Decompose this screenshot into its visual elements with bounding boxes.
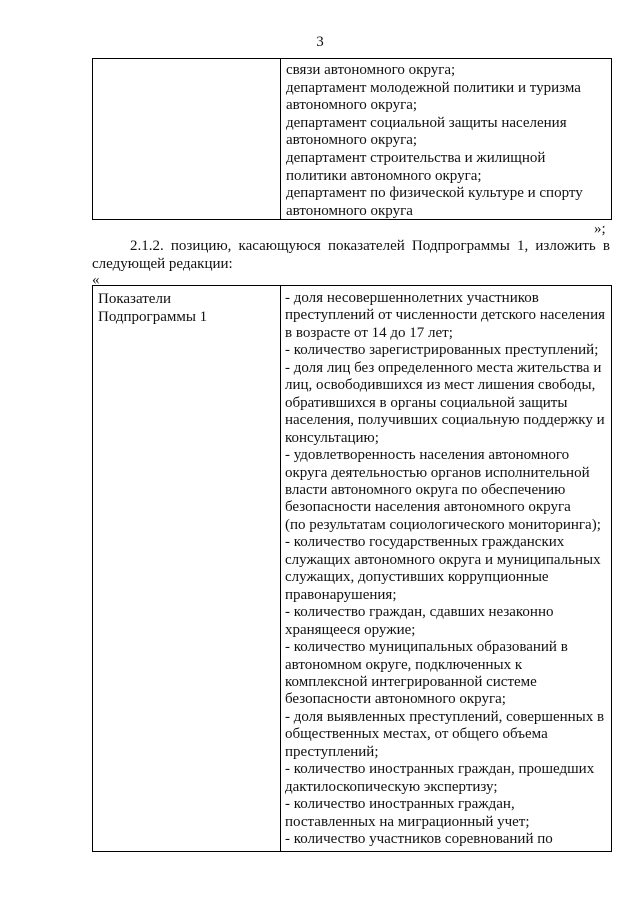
text-line: консультацию; <box>285 429 379 446</box>
amendment-paragraph <box>92 237 610 273</box>
text-line: преступлений от численности детского населения <box>285 307 605 324</box>
text-line: обратившихся в органы социальной защиты <box>285 394 568 411</box>
text-line: безопасности населения автономного округа <box>285 499 571 516</box>
text-line: департамент социальной защиты населения <box>286 114 567 131</box>
amendment-text: 2.1.2. позицию, касающуюся показателей Подпрограммы 1, изложить в следующей редакции: <box>92 238 610 272</box>
text-line: безопасности автономного округа; <box>285 691 506 708</box>
text-line: автономного округа <box>286 202 413 219</box>
text-line: автономного округа; <box>286 132 418 149</box>
indicators-heading-cell <box>98 290 273 326</box>
text-line: служащих автономного округа и муниципальных <box>285 551 601 568</box>
text-line: - количество иностранных граждан, прошедших <box>285 761 595 778</box>
text-line: автономном округе, подключенных к <box>285 656 523 673</box>
continuation-table <box>92 58 612 220</box>
column-divider <box>280 59 281 219</box>
text-line: - доля несовершеннолетних участников <box>285 290 539 306</box>
text-line: - количество государственных гражданских <box>285 534 565 551</box>
text-line: департамент молодежной политики и туризма <box>286 79 581 96</box>
closing-quote-mark: »; <box>594 221 606 237</box>
text-line: департамент по физической культуре и спорту <box>286 185 583 202</box>
text-line: департамент строительства и жилищной <box>286 149 546 166</box>
text-line: - доля лиц без определенного места жительства и <box>285 359 602 376</box>
text-line: правонарушения; <box>285 586 397 603</box>
text-line: - количество участников соревнований по <box>285 831 553 848</box>
text-line: - количество зарегистрированных преступлений; <box>285 342 599 359</box>
text-line: преступлений; <box>285 743 379 760</box>
text-line: - количество граждан, сдавших незаконно <box>285 604 554 621</box>
text-line: власти автономного округа по обеспечению <box>285 481 566 498</box>
text-line: (по результатам социологического мониторинга); <box>285 516 601 533</box>
executors-cell <box>286 62 606 220</box>
text-line: - доля выявленных преступлений, совершенных в <box>285 708 605 725</box>
text-line: - количество иностранных граждан, <box>285 796 515 813</box>
indicators-table <box>92 285 612 852</box>
page-number: 3 <box>316 34 324 50</box>
text-line: хранящееся оружие; <box>285 621 416 638</box>
text-line: служащих, допустивших коррупционные <box>285 569 549 586</box>
text-line: - количество муниципальных образований в <box>285 639 568 656</box>
text-line: Подпрограммы 1 <box>98 309 208 325</box>
text-line: общественных местах, от общего объема <box>285 726 548 743</box>
text-line: Показатели <box>98 291 171 307</box>
text-line: комплексной интегрированной системе <box>285 673 537 690</box>
text-line: округа деятельностью органов исполнительной <box>285 464 590 481</box>
column-divider <box>280 286 281 851</box>
opening-quote-mark: « <box>92 272 100 288</box>
indicators-list-cell <box>285 290 607 849</box>
text-line: политики автономного округа; <box>286 167 482 184</box>
text-line: - удовлетворенность населения автономного <box>285 447 570 464</box>
text-line: лиц, освободившихся из мест лишения свободы, <box>285 377 596 394</box>
text-line: в возрасте от 14 до 17 лет; <box>285 324 453 341</box>
text-line: связи автономного округа; <box>286 62 456 78</box>
text-line: населения, получивших социальную поддержку и <box>285 412 605 429</box>
text-line: автономного округа; <box>286 97 418 114</box>
text-line: поставленных на миграционный учет; <box>285 813 530 830</box>
text-line: дактилоскопическую экспертизу; <box>285 778 498 795</box>
